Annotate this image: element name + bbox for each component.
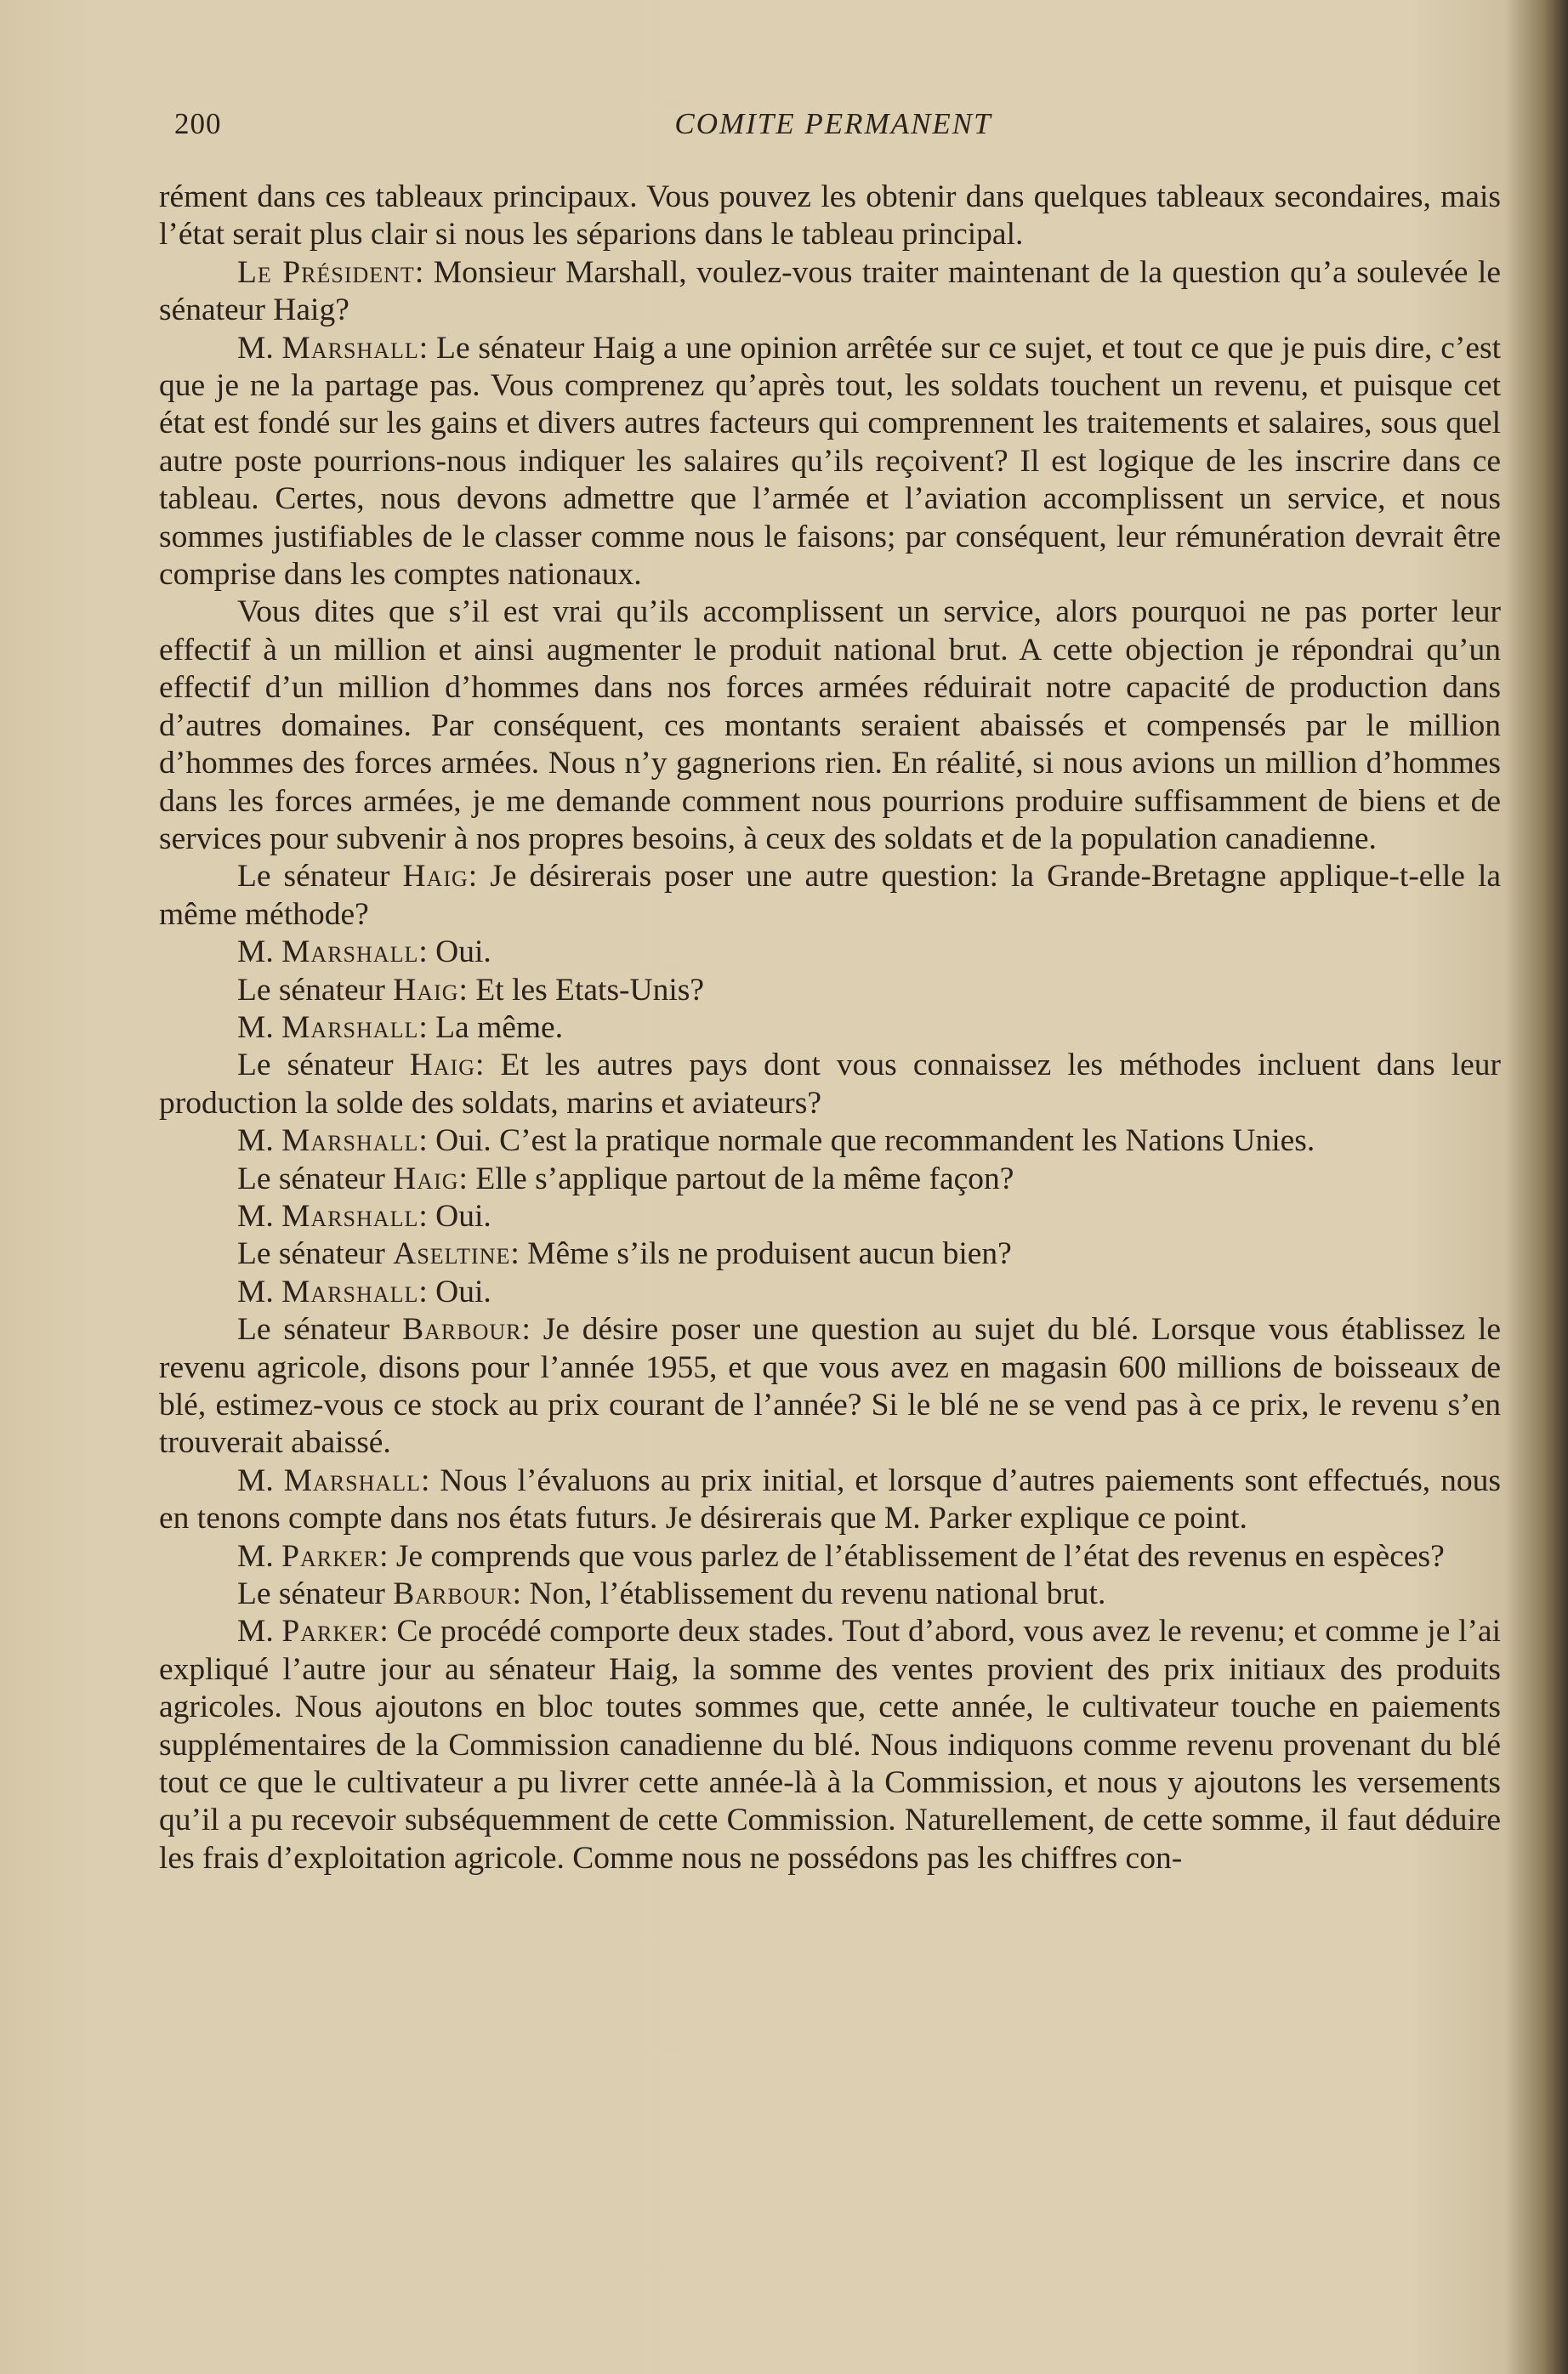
page-number: 200 <box>174 107 222 140</box>
paragraph: Le sénateur Aseltine: Même s’ils ne produisent aucun bien? <box>237 1236 1012 1272</box>
speaker-name: Aseltine <box>393 1236 511 1272</box>
paragraph: Le Président: Monsieur Marshall, voulez-vous traiter maintenant de la question qu’a soulevée le sénateur Haig? <box>159 254 1501 328</box>
paragraph: M. Marshall: Oui. C’est la pratique normale que recommandent les Nations Unies. <box>237 1123 1315 1159</box>
paragraph: M. Marshall: Oui. <box>237 934 491 970</box>
paragraph: Le sénateur Haig: Je désirerais poser une autre question: la Grande-Bretagne applique-t-elle la même méthode? <box>159 859 1502 932</box>
speaker-name: Marshall <box>281 1198 419 1234</box>
speaker-name: Marshall <box>283 1462 421 1498</box>
speaker-name: Marshall <box>281 1274 419 1309</box>
paragraph: Vous dites que s’il est vrai qu’ils accomplissent un service, alors pourquoi ne pas porter leur effectif à un million et ainsi augmenter le produit national brut. A cette objection je répondrai qu’un effectif d’un million d’hommes dans nos forces armées réduirait notre capacité de production dans d’autres domaines. Par conséquent, ces montants seraient abaissés et compensés par le million d’hommes des forces armées. Nous n’y gagnerions rien. En réalité, si nous avions un million d’hommes dans les forces armées, je me demande comment nous pourrions produire suffisamment de biens et de services pour subvenir à nos propres besoins, à ceux des soldats et de la population canadienne. <box>159 594 1501 856</box>
paragraph: Le sénateur Barbour: Non, l’établissement du revenu national brut. <box>237 1576 1106 1612</box>
speaker-name: Marshall <box>281 330 419 366</box>
paragraph: rément dans ces tableaux principaux. Vous pouvez les obtenir dans quelques tableaux secondaires, mais l’état serait plus clair si nous les séparions dans le tableau principal. <box>159 179 1501 253</box>
running-head: COMITE PERMANENT <box>674 107 992 140</box>
paragraph: M. Marshall: Oui. <box>237 1198 491 1234</box>
speaker-name: Marshall <box>281 934 419 970</box>
speaker-name: Haig <box>402 859 469 895</box>
speaker-name: Haig <box>409 1048 475 1083</box>
speaker-name: Haig <box>393 972 459 1008</box>
speaker-name: Parker <box>281 1538 380 1574</box>
speaker-name: Marshall <box>281 1123 419 1159</box>
paragraph: M. Parker: Ce procédé comporte deux stades. Tout d’abord, vous avez le revenu; et comme je l’ai expliqué l’autre jour au sénateur Haig, la somme des ventes provient des prix initiaux des produits agricoles. Nous ajoutons en bloc toutes sommes que, cette année, le cultivateur touche en paiements supplémentaires de la Commission canadienne du blé. Nous indiquons comme revenu provenant du blé tout ce que le cultivateur a pu livrer cette année-là à la Commission, et nous y ajoutons les versements qu’il a pu recevoir subséquemment de cette Commission. Naturellement, de cette somme, il faut déduire les frais d’exploitation agricole. Comme nous ne possédons pas les chiffres con- <box>159 1614 1501 1876</box>
speaker-name: Barbour <box>402 1312 522 1348</box>
paragraph: M. Marshall: Le sénateur Haig a une opinion arrêtée sur ce sujet, et tout ce que je puis dire, c’est que je ne la partage pas. Vous comprenez qu’après tout, les soldats touchent un revenu, et puisque cet état est fondé sur les gains et divers autres facteurs qui comprennent les traitements et salaires, sous quel autre poste pourrions-nous indiquer les salaires qu’ils reçoivent? Il est logique de les inscrire dans ce tableau. Certes, nous devons admettre que l’armée et l’aviation accomplissent un service, et nous sommes justifiables de le classer comme nous le faisons; par conséquent, leur rémunération devrait être comprise dans les comptes nationaux. <box>159 330 1502 593</box>
paragraph: Le sénateur Haig: Et les Etats-Unis? <box>237 972 705 1008</box>
paragraph: Le sénateur Haig: Et les autres pays dont vous connaissez les méthodes incluent dans leur production la solde des soldats, marins et aviateurs? <box>159 1048 1502 1121</box>
paragraph: M. Marshall: La même. <box>237 1009 564 1045</box>
paragraph: Le sénateur Barbour: Je désire poser une question au sujet du blé. Lorsque vous établissez le revenu agricole, disons pour l’année 1955, et que vous avez en magasin 600 millions de boisseaux de blé, estimez-vous ce stock au prix courant de l’année? Si le blé ne se vend pas à ce prix, le revenu s’en trouverait abaissé. <box>159 1312 1502 1461</box>
paragraph: M. Marshall: Nous l’évaluons au prix initial, et lorsque d’autres paiements sont effectués, nous en tenons compte dans nos états futurs. Je désirerais que M. Parker explique ce point. <box>159 1462 1502 1536</box>
speaker-name: Marshall <box>281 1009 419 1045</box>
paragraph: M. Marshall: Oui. <box>237 1274 491 1309</box>
speaker-name: Le Président <box>237 254 415 290</box>
paragraph: M. Parker: Je comprends que vous parlez de l’établissement de l’état des revenus en espèces? <box>237 1538 1445 1574</box>
page-header <box>174 107 1492 150</box>
body-text <box>159 179 1501 1877</box>
speaker-name: Barbour <box>393 1576 513 1612</box>
speaker-name: Parker <box>281 1614 380 1650</box>
speaker-name: Haig <box>393 1161 459 1196</box>
paragraph: Le sénateur Haig: Elle s’applique partout de la même façon? <box>237 1161 1014 1196</box>
